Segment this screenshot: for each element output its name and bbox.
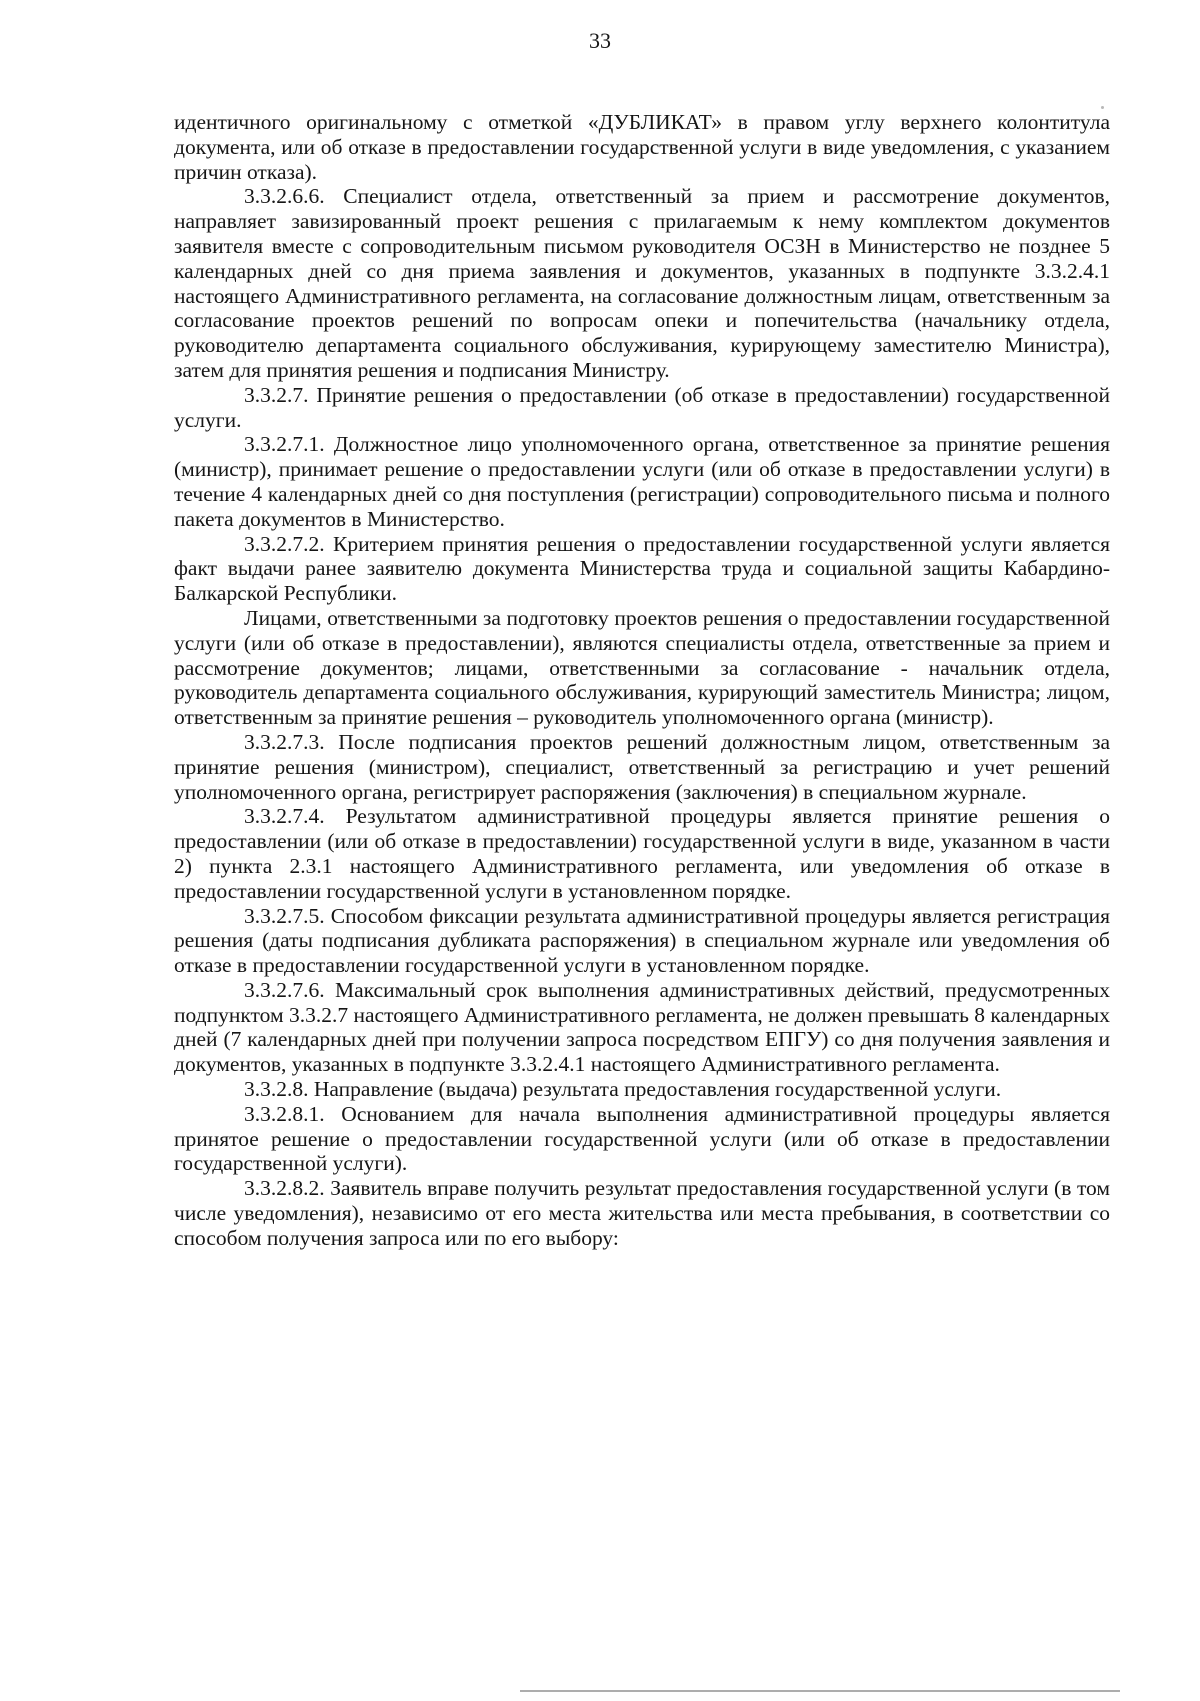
- paragraph: 3.3.2.8. Направление (выдача) результата предоставления государственной услуги.: [244, 1077, 1002, 1102]
- paragraph: 3.3.2.8.2. Заявитель вправе получить результат предоставления государственной услуги (в том числе уведомления), независимо от его места жительства или места пребывания, в соответствии со способом получения запроса или по его выбору:: [174, 1176, 1110, 1250]
- bottom-scan-rule: [520, 1690, 1120, 1692]
- page-number: 33: [589, 28, 611, 53]
- paragraph: 3.3.2.7.4. Результатом административной процедуры является принятие решения о предоставлении (или об отказе в предоставлении) государственной услуги в виде, указанном в части 2) пункта 2.3.1 настоящего Административного регламента, или уведомления об отказе в предоставлении государственной услуги в установленном порядке.: [174, 804, 1110, 903]
- paragraph: 3.3.2.6.6. Специалист отдела, ответственный за прием и рассмотрение документов, направляет завизированный проект решения с прилагаемым к нему комплектом документов заявителя вместе с сопроводительным письмом руководителя ОСЗН в Министерство не позднее 5 календарных дней со дня приема заявления и документов, указанных в подпункте 3.3.2.4.1 настоящего Административного регламента, на согласование должностным лицам, ответственным за согласование проектов решений по вопросам опеки и попечительства (начальнику отдела, руководителю департамента социального обслуживания, курирующему заместителю Министра), затем для принятия решения и подписания Министру.: [174, 184, 1110, 382]
- corner-mark: [1101, 106, 1104, 109]
- paragraph: 3.3.2.7. Принятие решения о предоставлении (об отказе в предоставлении) государственной услуги.: [174, 382, 1110, 432]
- paragraph-continuation: идентичного оригинальному с отметкой «ДУБЛИКАТ» в правом углу верхнего колонтитула документа, или об отказе в предоставлении государственной услуги в виде уведомления, с указанием причин отказа).: [174, 110, 1110, 184]
- paragraph: 3.3.2.7.6. Максимальный срок выполнения административных действий, предусмотренных подпунктом 3.3.2.7 настоящего Административного регламента, не должен превышать 8 календарных дней (7 календарных дней при получении запроса посредством ЕПГУ) со дня получения заявления и документов, указанных в подпункте 3.3.2.4.1 настоящего Административного регламента.: [174, 977, 1110, 1077]
- document-body: [174, 110, 1110, 1251]
- paragraph: Лицами, ответственными за подготовку проектов решения о предоставлении государственной услуги (или об отказе в предоставлении), являются специалисты отдела, ответственные за прием и рассмотрение документов; лицами, ответственными за согласование - начальник отдела, руководитель департамента социального обслуживания, курирующий заместитель Министра; лицом, ответственным за принятие решения – руководитель уполномоченного органа (министр).: [174, 605, 1110, 730]
- paragraph: 3.3.2.8.1. Основанием для начала выполнения административной процедуры является принятое решение о предоставлении государственной услуги (или об отказе в предоставлении государственной услуги).: [174, 1101, 1110, 1176]
- paragraph: 3.3.2.7.3. После подписания проектов решений должностным лицом, ответственным за принятие решения (министром), специалист, ответственный за регистрацию и учет решений уполномоченного органа, регистрирует распоряжения (заключения) в специальном журнале.: [174, 729, 1110, 804]
- paragraph: 3.3.2.7.2. Критерием принятия решения о предоставлении государственной услуги является факт выдачи ранее заявителю документа Министерства труда и социальной защиты Кабардино-Балкарской Республики.: [174, 531, 1110, 606]
- paragraph: 3.3.2.7.1. Должностное лицо уполномоченного органа, ответственное за принятие решения (министр), принимает решение о предоставлении услуги (или об отказе в предоставлении услуги) в течение 4 календарных дней со дня поступления (регистрации) сопроводительного письма и полного пакета документов в Министерство.: [174, 432, 1110, 531]
- paragraph: 3.3.2.7.5. Способом фиксации результата административной процедуры является регистрация решения (даты подписания дубликата распоряжения) в специальном журнале или уведомления об отказе в предоставлении государственной услуги в установленном порядке.: [174, 903, 1110, 978]
